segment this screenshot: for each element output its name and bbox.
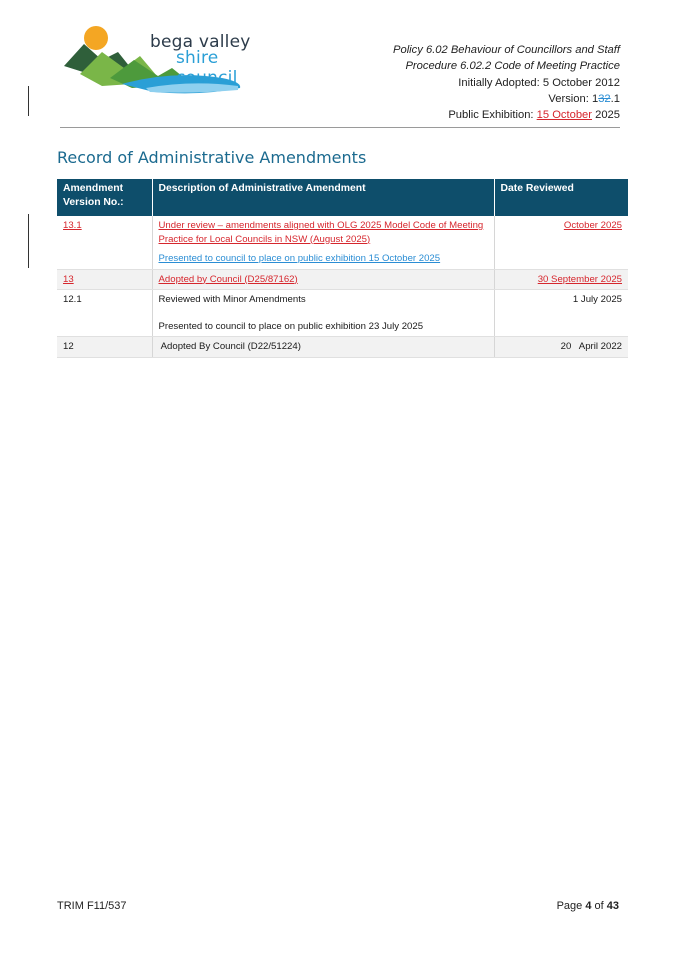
trim-reference: TRIM F11/537	[57, 900, 127, 912]
page-number	[557, 900, 619, 912]
version-suffix: .1	[610, 92, 620, 105]
logo-text-line1: bega valley	[150, 32, 251, 52]
policy-title: Policy 6.02 Behaviour of Councillors and Staff	[393, 44, 620, 56]
row-version	[57, 290, 152, 337]
description-note: Presented to council to place on public exhibition 23 July 2025	[158, 320, 424, 332]
table-header-row	[57, 179, 628, 216]
page-total: 43	[606, 900, 619, 912]
row-date	[494, 290, 628, 337]
exhibition-inserted-date: 15 October	[536, 109, 592, 122]
change-bar	[28, 86, 29, 116]
row-date	[494, 216, 628, 269]
description-note: Presented to council to place on public exhibition 15 October 2025	[158, 253, 441, 264]
version-number: 13.1	[63, 220, 82, 231]
description-text: Under review – amendments aligned with OLG 2025 Model Code of Meeting Practice for Local Councils in NSW (August 2025)	[158, 220, 484, 245]
page-of-label: of	[591, 900, 607, 912]
public-exhibition-line	[393, 107, 620, 123]
row-version	[57, 216, 152, 269]
procedure-title: Procedure 6.02.2 Code of Meeting Practice	[405, 60, 620, 73]
exhibition-label: Public Exhibition:	[448, 109, 537, 122]
version-number: 13	[63, 273, 74, 285]
header-description: Description of Administrative Amendment	[152, 179, 494, 216]
version-number: 12.1	[63, 294, 82, 305]
version-prefix: 1	[591, 92, 599, 105]
logo-text-line2: shire council	[176, 48, 238, 88]
description-text: Adopted By Council (D22/51224)	[158, 341, 301, 352]
row-description	[152, 216, 494, 269]
date-text: 1 July 2025	[572, 294, 622, 305]
change-bar	[28, 214, 29, 268]
row-date	[494, 269, 628, 290]
table-row	[57, 337, 628, 358]
version-label: Version:	[548, 92, 592, 105]
section-title: Record of Administrative Amendments	[57, 148, 367, 167]
exhibition-year: 2025	[592, 109, 620, 122]
date-text: 30 September 2025	[537, 273, 622, 285]
page-current: 4	[585, 900, 592, 912]
header-date: Date Reviewed	[494, 179, 628, 216]
row-description	[152, 337, 494, 358]
initially-adopted: Initially Adopted: 5 October 2012	[458, 76, 620, 89]
version-number: 12	[63, 341, 74, 352]
date-text: October 2025	[563, 220, 622, 231]
amendments-table	[57, 179, 628, 358]
header-version: Amendment Version No.:	[57, 179, 152, 216]
row-description	[152, 290, 494, 337]
table-row	[57, 290, 628, 337]
table-row	[57, 269, 628, 290]
description-text: Adopted by Council (D25/87162)	[158, 273, 298, 285]
version-inserted-digit: 2	[604, 92, 611, 105]
header-divider	[60, 127, 620, 128]
row-date	[494, 337, 628, 358]
council-logo	[62, 22, 282, 98]
date-text: 20 April 2022	[560, 341, 622, 352]
row-description	[152, 269, 494, 290]
document-header-info	[393, 42, 620, 123]
version-deleted-digit: 3	[598, 92, 605, 105]
row-version	[57, 269, 152, 290]
table-row	[57, 216, 628, 269]
row-version	[57, 337, 152, 358]
description-text: Reviewed with Minor Amendments	[158, 294, 306, 305]
version-line	[393, 91, 620, 107]
page-label: Page	[556, 900, 586, 912]
